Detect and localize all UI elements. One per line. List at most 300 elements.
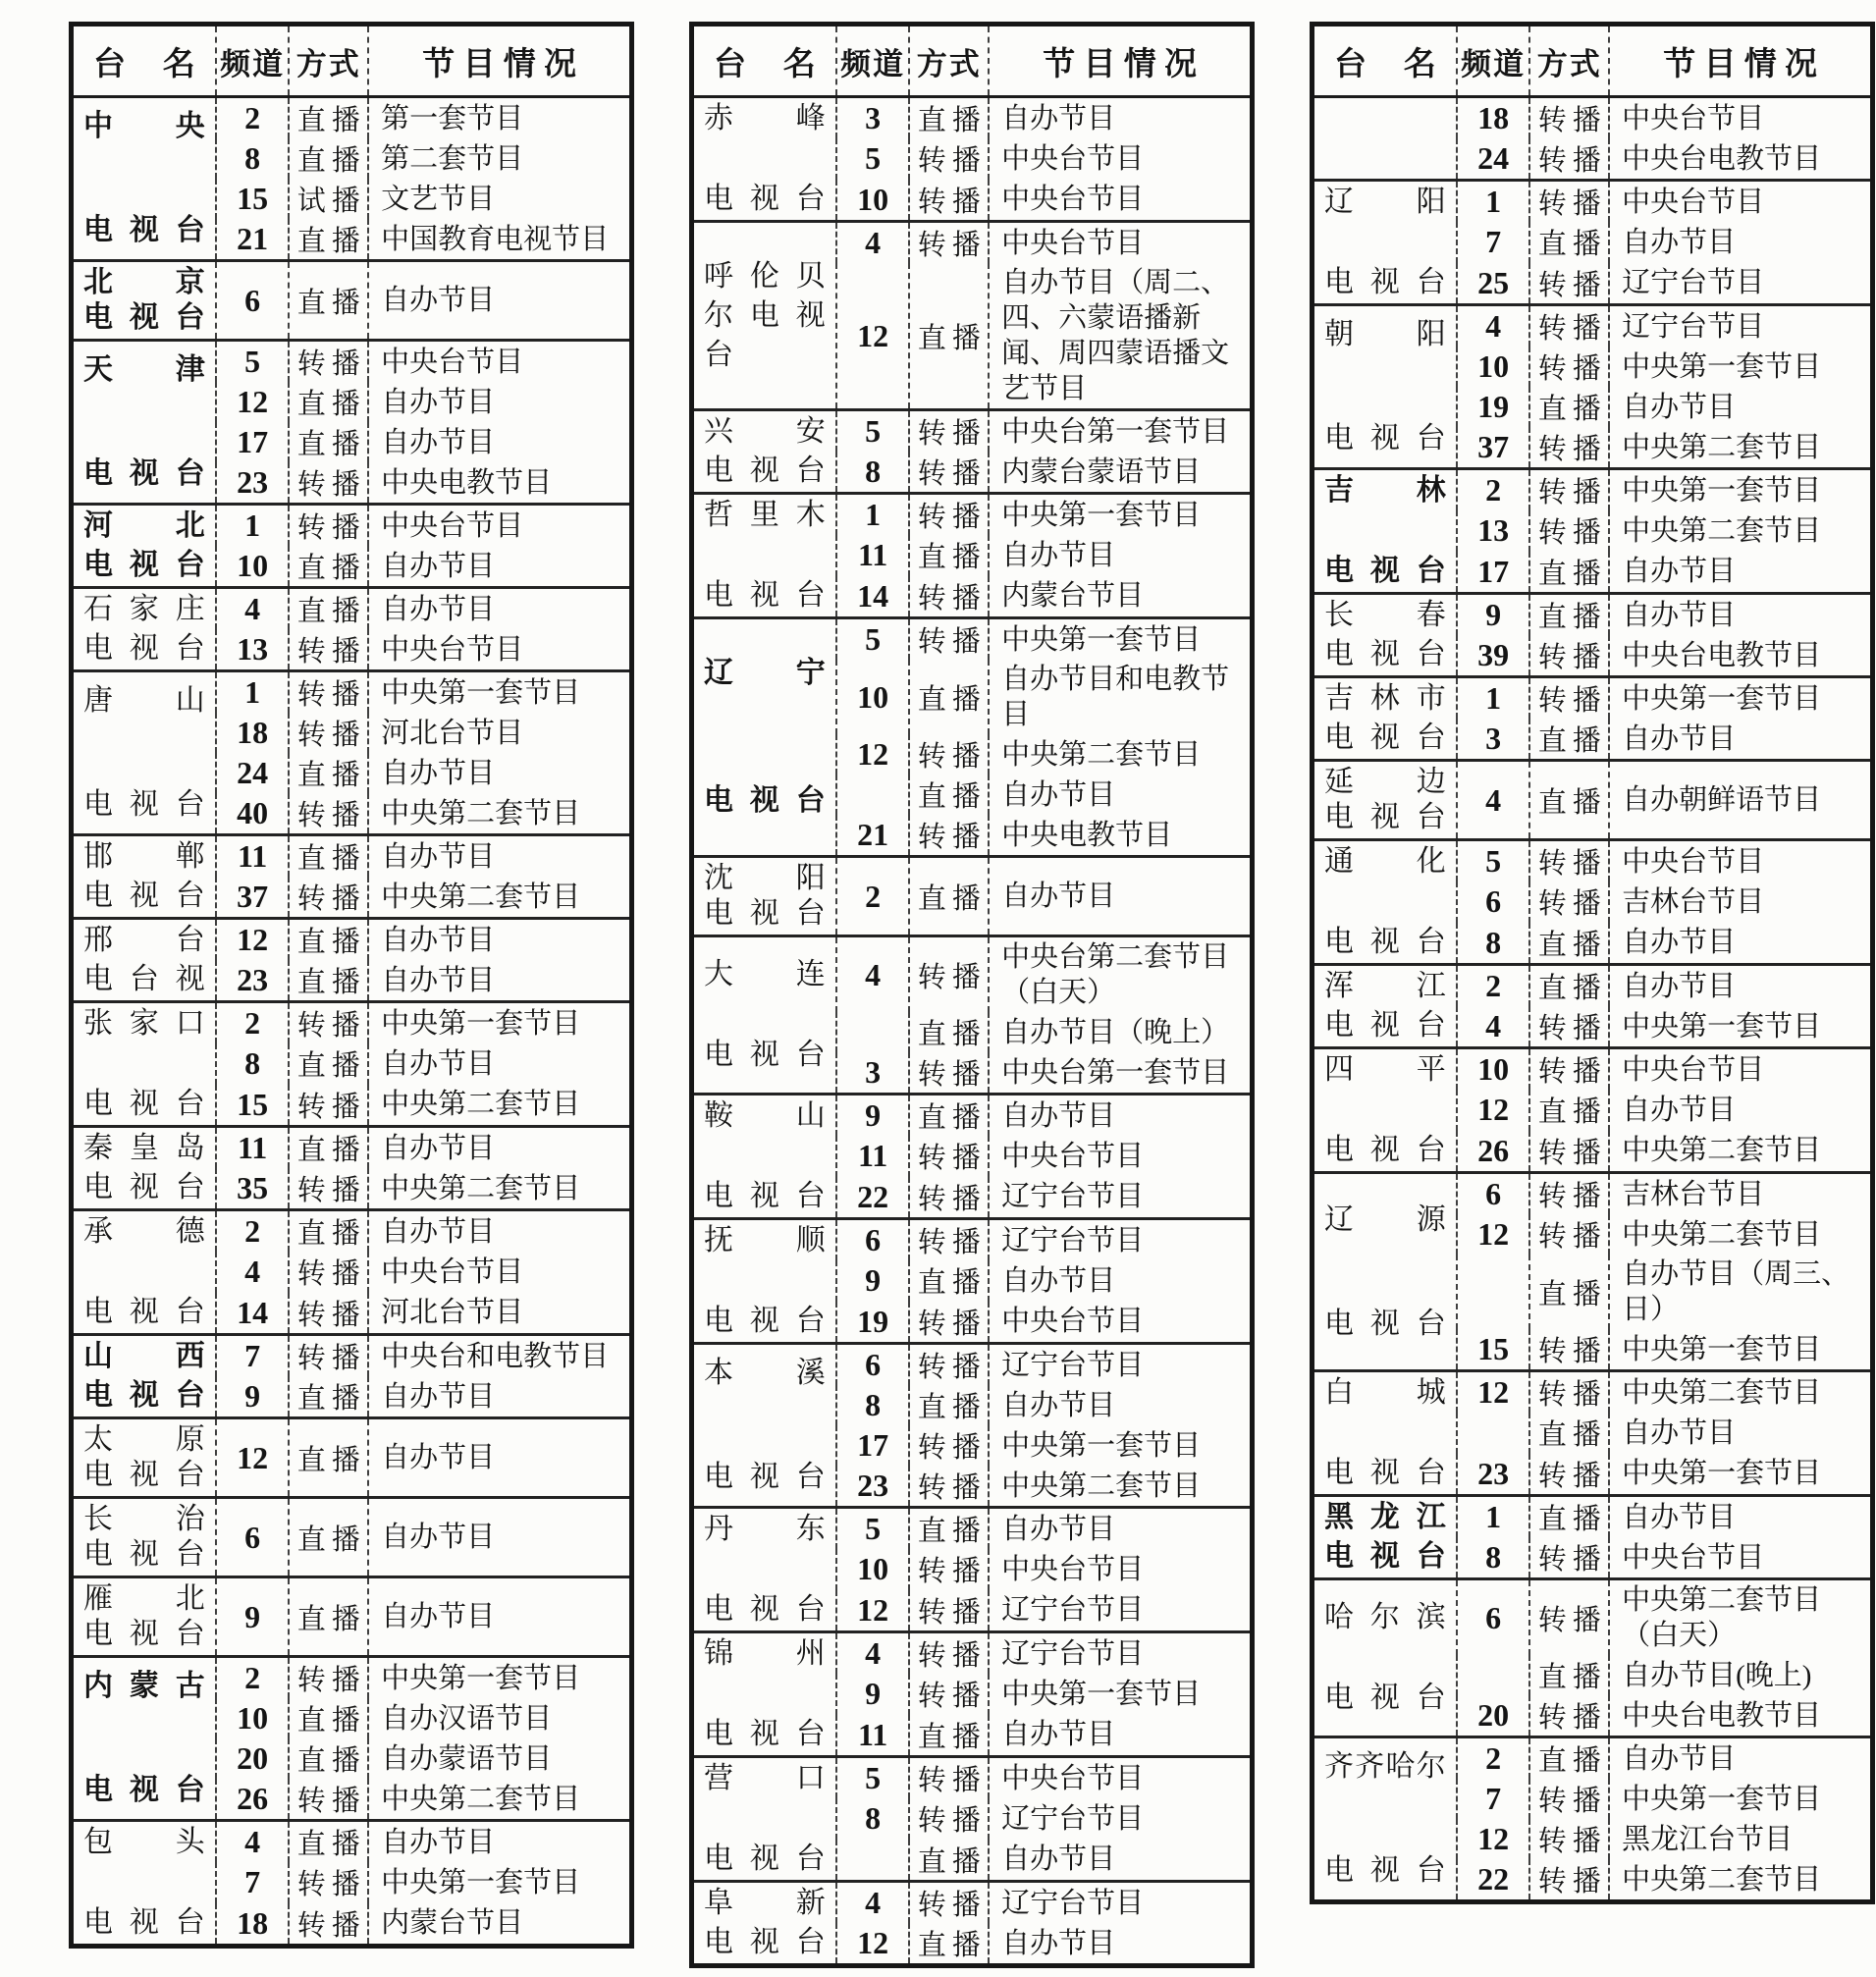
station-name-line: 电视台 [704,784,826,817]
station-row [1313,1737,1873,1780]
program-cell: 自办朝鲜语节目 [1609,761,1872,840]
mode-cell: 直播 [289,1127,368,1169]
header-program-label: 节 目 情 况 [1609,25,1872,97]
mode-cell: 直播 [1529,222,1609,262]
channel-cell: 12 [836,734,910,775]
channel-cell: 2 [216,1210,290,1253]
program-cell: 内蒙台蒙语节目 [989,452,1252,494]
station-name-cell [1313,1371,1457,1496]
program-cell: 中央第一套节目 [368,671,631,714]
station-name-line: 哈尔滨 [1324,1601,1446,1633]
channel-cell: 1 [216,671,290,714]
channel-cell: 5 [836,1508,910,1550]
channel-cell [836,1840,910,1882]
station-row [72,505,632,547]
header-mode-label: 方式 [289,25,368,97]
station-name-line: 白 城 [1324,1376,1446,1409]
program-cell: 文艺节目 [368,179,631,219]
mode-cell: 直播 [289,382,368,422]
program-cell: 自办节目 [368,261,631,341]
header-mode-label: 方式 [909,25,989,97]
mode-cell: 转播 [1529,1859,1609,1902]
channel-cell: 24 [216,753,290,793]
station-name-line: 电视台 [83,549,205,581]
mode-cell: 转播 [909,1052,989,1095]
station-name-line: 大 连 [704,958,826,990]
program-cell: 自办节目 [1609,222,1872,262]
station-name-line: 兴 安 [704,415,826,448]
station-name-line: 承 德 [83,1215,205,1248]
station-name-line: 通 化 [1324,845,1446,878]
channel-cell: 23 [836,1466,910,1508]
mode-cell: 转播 [1529,427,1609,469]
channel-cell: 9 [836,1674,910,1714]
station-row [692,1095,1253,1137]
station-name-line: 本 溪 [704,1357,826,1389]
station-name-line: 山 西 [83,1340,205,1372]
channel-cell [1457,1413,1530,1453]
program-cell: 中央台电教节目 [1609,635,1872,677]
channel-cell: 5 [836,410,910,453]
station-row [692,936,1253,1013]
program-cell: 中央台节目 [368,505,631,547]
mode-cell: 转播 [909,494,989,536]
header-row [692,25,1253,97]
mode-cell: 转播 [289,671,368,714]
channel-cell: 10 [1457,347,1530,387]
station-name-cell [72,1821,216,1947]
mode-cell: 转播 [289,793,368,835]
program-cell: 中央台节目 [368,629,631,671]
station-row [1313,677,1873,720]
channel-cell: 6 [1457,1173,1530,1215]
channel-cell: 17 [1457,552,1530,594]
channel-cell: 8 [836,1798,910,1839]
station-row [692,1344,1253,1386]
mode-cell: 转播 [289,1862,368,1902]
station-name-line: 电视台 [1324,638,1446,670]
channel-cell: 21 [836,815,910,857]
program-cell: 中央台节目 [1609,840,1872,882]
mode-cell: 直播 [1529,923,1609,965]
station-name-cell [1313,181,1457,305]
program-cell: 自办节目 [368,422,631,462]
mode-cell: 转播 [909,1882,989,1924]
channel-cell: 2 [216,1002,290,1044]
program-cell: 中央第一套节目 [368,1862,631,1902]
station-name-cell [72,1127,216,1210]
mode-cell: 转播 [289,505,368,547]
program-cell: 自办节目 [1609,552,1872,594]
station-name-line: 电视台 [1324,1854,1446,1887]
mode-cell: 直播 [1529,1655,1609,1695]
mode-cell: 直播 [1529,1255,1609,1329]
mode-cell: 直播 [289,422,368,462]
header-row [72,25,632,97]
program-cell: 自办节目 [989,1923,1252,1966]
station-name-line: 丹 东 [704,1513,826,1545]
station-name-cell [692,1632,836,1757]
program-cell: 自办节目 [368,1577,631,1657]
mode-cell: 转播 [1529,263,1609,305]
program-cell: 自办节目 [368,1418,631,1498]
station-name-line: 哲里木 [704,499,826,531]
station-row [72,1657,632,1699]
channel-cell: 17 [836,1425,910,1466]
channel-cell: 1 [216,505,290,547]
program-cell: 中央第二套节目 [1609,1214,1872,1255]
mode-cell: 转播 [289,713,368,753]
station-name-cell [72,261,216,341]
station-name-line: 四 平 [1324,1053,1446,1086]
channel-cell: 3 [836,1052,910,1095]
station-name-line: 电视台 [1324,1307,1446,1340]
channel-cell: 25 [1457,263,1530,305]
program-cell: 第二套节目 [368,138,631,179]
station-name-cell [1313,1173,1457,1371]
header-channel-label: 频道 [216,25,290,97]
station-name-line: 电视台 [83,214,205,246]
station-name-line: 吉林市 [1324,682,1446,715]
mode-cell: 转播 [289,1657,368,1699]
mode-cell: 转播 [1529,1371,1609,1414]
program-cell: 辽宁台节目 [989,1177,1252,1219]
station-row [692,410,1253,453]
mode-cell: 转播 [289,1903,368,1947]
channel-cell: 9 [216,1577,290,1657]
station-name-line: 电视台 [1324,422,1446,454]
mode-cell: 转播 [1529,1695,1609,1737]
program-cell: 中央第二套节目 [1609,1371,1872,1414]
program-cell: 河北台节目 [368,713,631,753]
station-row [692,1882,1253,1924]
program-cell: 中央第一套节目 [1609,1779,1872,1819]
station-name-line: 太 原 [83,1423,205,1456]
channel-cell: 20 [1457,1695,1530,1737]
program-cell: 中央台节目 [1609,1048,1872,1091]
program-cell: 辽宁台节目 [989,1882,1252,1924]
station-row [692,222,1253,264]
program-cell: 中央台节目 [368,341,631,383]
channel-cell: 35 [216,1168,290,1210]
program-cell: 中央台节目 [989,138,1252,179]
channel-cell: 18 [1457,97,1530,139]
channel-cell: 2 [216,1657,290,1699]
channel-cell: 8 [836,452,910,494]
mode-cell: 转播 [909,138,989,179]
channel-cell: 4 [216,588,290,630]
channel-cell: 15 [216,179,290,219]
program-cell: 中央第二套节目 [368,1779,631,1821]
program-cell: 自办节目 [368,588,631,630]
station-name-cell [72,97,216,261]
channel-cell [836,1012,910,1052]
channel-cell: 39 [1457,635,1530,677]
program-cell: 中央第二套节目 [989,1466,1252,1508]
station-row [692,857,1253,936]
mode-cell: 直播 [289,97,368,139]
mode-cell: 转播 [289,629,368,671]
station-row [692,1508,1253,1550]
program-cell: 中央第二套节目 [989,734,1252,775]
channel-cell: 12 [1457,1371,1530,1414]
channel-cell: 8 [216,138,290,179]
station-row [692,494,1253,536]
channel-cell: 8 [1457,1537,1530,1579]
station-name-line: 电视台 [1324,926,1446,958]
mode-cell: 直播 [1529,1496,1609,1538]
station-name-cell [692,618,836,857]
program-cell: 辽宁台节目 [989,1590,1252,1632]
header-station-label: 台 名 [1313,25,1457,97]
station-name-line: 电视台 [83,1538,205,1571]
channel-cell: 14 [216,1293,290,1335]
channel-cell: 4 [216,1821,290,1863]
station-name-line: 石家庄 [83,593,205,625]
program-cell: 中央台节目 [989,222,1252,264]
program-cell: 辽宁台节目 [989,1632,1252,1675]
program-cell: 自办节目 [368,1127,631,1169]
mode-cell: 直播 [289,960,368,1002]
mode-cell: 直播 [289,1821,368,1863]
station-name-line: 唐 山 [83,684,205,717]
station-name-cell [72,1498,216,1577]
channel-cell: 8 [216,1043,290,1084]
program-cell: 中央第二套节目 [368,1085,631,1127]
station-name-line: 电视台 [1324,801,1446,833]
program-cell: 自办节目 [989,1715,1252,1757]
mode-cell: 转播 [289,877,368,919]
program-cell: 中央第一套节目 [1609,1329,1872,1371]
mode-cell: 直播 [289,1210,368,1253]
program-cell: 自办节目 [368,1043,631,1084]
program-cell: 中央台节目 [368,1252,631,1292]
mode-cell: 转播 [1529,635,1609,677]
station-name-line: 长 治 [83,1503,205,1535]
channel-cell: 4 [836,1882,910,1924]
mode-cell: 转播 [909,1757,989,1799]
program-cell: 中央第一套节目 [368,1002,631,1044]
station-name-line: 内蒙古 [83,1670,205,1702]
station-name-cell [72,919,216,1002]
station-name-line: 呼伦贝 [704,259,826,293]
channel-cell: 5 [836,138,910,179]
channel-cell: 10 [1457,1048,1530,1091]
channel-cell: 4 [216,1252,290,1292]
station-name-line: 电视台 [83,1088,205,1120]
station-name-line: 河 北 [83,509,205,542]
program-cell: 黑龙江台节目 [1609,1819,1872,1859]
program-cell: 中央第一套节目 [1609,1006,1872,1048]
channel-cell: 5 [1457,840,1530,882]
station-name-cell [72,1335,216,1418]
station-name-line: 电视台 [1324,555,1446,587]
channel-cell: 4 [836,1632,910,1675]
station-name-line: 黑龙江 [1324,1501,1446,1533]
program-cell: 自办节目 [1609,594,1872,636]
channel-cell: 1 [1457,1496,1530,1538]
station-name-cell [72,1418,216,1498]
mode-cell: 试播 [289,179,368,219]
mode-cell: 转播 [1529,1214,1609,1255]
mode-cell: 转播 [289,1293,368,1335]
header-station-label: 台 名 [72,25,216,97]
channel-cell: 9 [836,1260,910,1301]
channel-cell: 24 [1457,138,1530,181]
channel-cell: 19 [836,1302,910,1344]
station-row [692,618,1253,661]
channel-cell: 1 [1457,677,1530,720]
station-name-line: 电视台 [1324,1682,1446,1714]
mode-cell: 转播 [909,222,989,264]
station-row [1313,1579,1873,1656]
mode-cell: 直播 [909,535,989,575]
station-name-line: 电视台 [704,1593,826,1626]
station-row [72,341,632,383]
program-cell: 自办节目 [989,1095,1252,1137]
channel-cell: 7 [1457,222,1530,262]
station-name-line: 齐齐哈尔 [1324,1750,1446,1783]
mode-cell: 转播 [909,1136,989,1176]
mode-cell: 直播 [909,1508,989,1550]
program-cell: 河北台节目 [368,1293,631,1335]
mode-cell: 直播 [289,219,368,261]
station-row [1313,1173,1873,1215]
mode-cell: 转播 [909,1632,989,1675]
channel-cell: 18 [216,713,290,753]
program-cell: 自办节目 [1609,387,1872,427]
station-name-line: 锦 州 [704,1637,826,1670]
mode-cell: 转播 [1529,1131,1609,1173]
channel-cell: 2 [836,857,910,936]
mode-cell: 直播 [909,660,989,734]
station-name-cell [1313,97,1457,181]
mode-cell: 转播 [1529,677,1609,720]
station-name-line: 电视台 [1324,1540,1446,1573]
mode-cell: 转播 [1529,469,1609,511]
channel-cell [1457,1255,1530,1329]
mode-cell: 转播 [909,1590,989,1632]
station-name-line: 电视台 [83,632,205,665]
channel-cell: 15 [216,1085,290,1127]
program-cell: 中央第二套节目（白天） [1609,1579,1872,1656]
mode-cell: 直播 [909,1095,989,1137]
program-cell: 自办节目 [368,1498,631,1577]
channel-cell: 8 [1457,923,1530,965]
mode-cell: 转播 [1529,181,1609,223]
mode-cell: 转播 [909,452,989,494]
station-name-cell [1313,1579,1457,1737]
station-row [1313,469,1873,511]
station-name-cell [692,1095,836,1219]
station-name-line: 电视台 [83,1906,205,1939]
program-cell: 自办节目 [1609,1090,1872,1130]
program-cell: 中央第一套节目 [989,1674,1252,1714]
station-row [692,97,1253,139]
channel-cell: 12 [216,382,290,422]
station-row [72,1577,632,1657]
mode-cell: 转播 [1529,138,1609,181]
program-cell: 自办节目（周三、日） [1609,1255,1872,1329]
program-cell: 自办节目(晚上) [1609,1655,1872,1695]
mode-cell: 直播 [289,546,368,588]
station-name-line: 电视台 [1324,1009,1446,1042]
channel-cell: 9 [836,1095,910,1137]
mode-cell: 直播 [909,263,989,410]
channel-cell: 20 [216,1738,290,1779]
program-cell: 自办节目 [368,960,631,1002]
station-name-cell [692,857,836,936]
station-name-cell [1313,594,1457,677]
station-name-cell [1313,840,1457,965]
program-cell: 自办节目 [368,919,631,961]
program-cell: 自办节目 [368,546,631,588]
station-name-cell [72,1210,216,1335]
channel-cell: 6 [836,1344,910,1386]
station-name-line: 电视台 [704,1718,826,1750]
channel-cell: 10 [836,180,910,222]
channel-cell: 4 [1457,761,1530,840]
station-name-line: 电视台 [704,1461,826,1493]
station-name-line: 雁 北 [83,1582,205,1615]
channel-cell: 3 [836,97,910,139]
mode-cell: 转播 [289,1002,368,1044]
mode-cell: 直播 [1529,719,1609,761]
station-name-line: 北 京 [83,266,205,298]
mode-cell: 转播 [909,180,989,222]
mode-cell: 转播 [1529,840,1609,882]
mode-cell: 转播 [909,1219,989,1261]
channel-cell: 2 [1457,965,1530,1007]
program-cell: 内蒙台节目 [368,1903,631,1947]
program-cell: 内蒙台节目 [989,576,1252,618]
channel-cell: 23 [216,960,290,1002]
mode-cell: 转播 [289,1779,368,1821]
program-cell: 中央台节目 [989,180,1252,222]
mode-cell: 直播 [1529,965,1609,1007]
channel-cell: 4 [1457,1006,1530,1048]
mode-cell: 转播 [909,1177,989,1219]
station-row [1313,97,1873,139]
mode-cell: 转播 [909,1302,989,1344]
station-name-line: 辽 宁 [704,657,826,689]
channel-cell: 2 [1457,469,1530,511]
mode-cell: 转播 [1529,1779,1609,1819]
tables-row [69,22,1875,1968]
tv-station-table-2 [689,22,1255,1968]
channel-cell: 26 [1457,1131,1530,1173]
mode-cell: 直播 [289,261,368,341]
station-name-line: 电台视 [83,963,205,995]
program-cell: 中央电教节目 [368,462,631,505]
tv-station-table-1 [69,22,634,1949]
program-cell: 辽宁台节目 [989,1344,1252,1386]
station-name-line: 电视台 [83,880,205,912]
program-cell: 中央第一套节目 [1609,347,1872,387]
station-name-cell [72,505,216,588]
station-name-cell [1313,1496,1457,1579]
program-cell: 自办节目 [368,1821,631,1863]
channel-cell: 11 [836,1136,910,1176]
station-name-line: 辽 阳 [1324,186,1446,218]
station-name-cell [1313,1737,1457,1902]
channel-cell: 12 [1457,1090,1530,1130]
mode-cell: 直播 [1529,1737,1609,1780]
station-name-line: 电视台 [83,1171,205,1203]
station-name-cell [1313,1048,1457,1173]
mode-cell: 转播 [909,936,989,1013]
channel-cell: 12 [216,919,290,961]
